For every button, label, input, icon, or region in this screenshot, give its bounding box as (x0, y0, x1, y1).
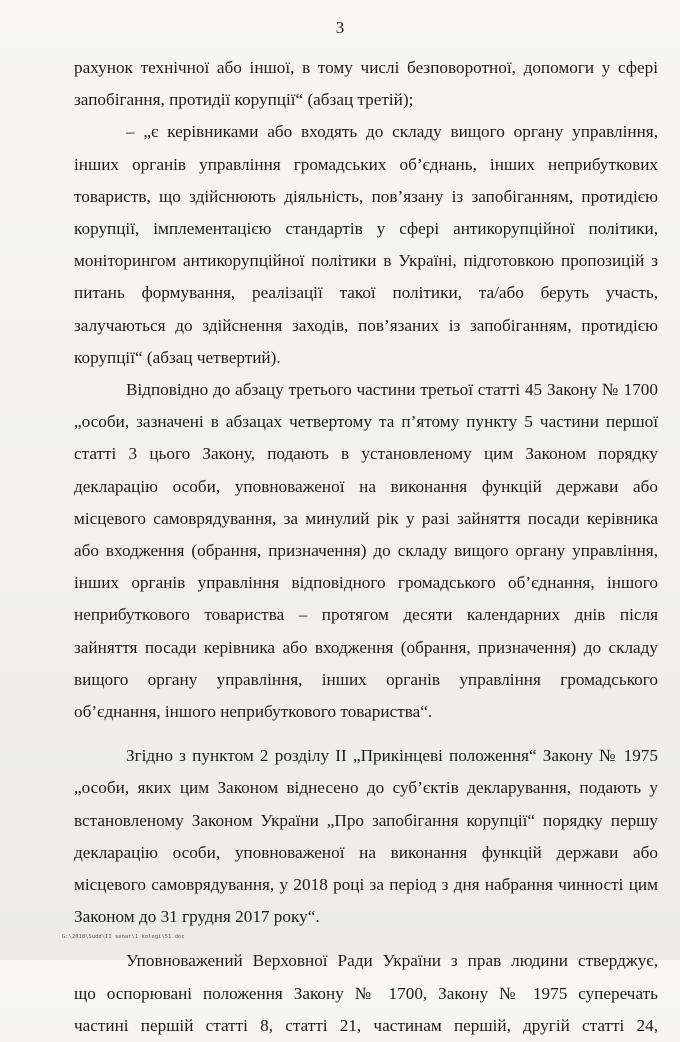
text-line: – „є керівниками або входять до складу вищого органу управління, (126, 122, 658, 142)
text-line: корупції, імплементацією стандартів у сфері антикорупційної політики, (74, 219, 658, 239)
text-line: що оспорювані положення Закону № 1700, Закону № 1975 суперечать (74, 983, 658, 1003)
text-line: Відповідно до абзацу третього частини третьої статті 45 Закону № 1700 (126, 380, 658, 400)
text-line: питань формування, реалізації такої політики, та/або беруть участь, (74, 283, 658, 303)
text-line: Законом до 31 грудня 2017 року“. (74, 907, 320, 927)
text-line: частині першій статті 8, статті 21, частинам першій, другій статті 24, (74, 1015, 658, 1035)
text-line: декларацію особи, уповноваженої на виконання функцій держави або (74, 842, 658, 862)
text-line: товариств, що здійснюють діяльність, пов’язану із запобіганням, протидією (74, 186, 658, 206)
text-line: Уповноважений Верховної Ради України з прав людини стверджує, (126, 951, 658, 971)
text-line: Згідно з пунктом 2 розділу II „Прикінцеві положення“ Закону № 1975 (126, 746, 658, 766)
text-line: рахунок технічної або іншої, в тому числі безповоротної, допомоги у сфері (74, 58, 658, 77)
text-line: інших органів управління громадських об’єднань, інших неприбуткових (74, 154, 658, 174)
text-line: корупції“ (абзац четвертий). (74, 347, 281, 367)
page-number: 3 (335, 18, 345, 37)
text-line: залучаються до здійснення заходів, пов’язаних із запобіганням, протидією (74, 315, 658, 335)
text-line: об’єднання, іншого неприбуткового товариства“. (74, 702, 433, 722)
text-line: неприбуткового товариства – протягом десяти календарних днів після (74, 605, 658, 625)
text-line: місцевого самоврядування, у 2018 році за період з дня набрання чинності цим (74, 875, 658, 895)
document-body (74, 52, 658, 1042)
text-line: запобігання, протидії корупції“ (абзац третій); (74, 90, 414, 110)
text-line: зайняття посади керівника або входження (обрання, призначення) до складу (74, 637, 658, 657)
text-line: вищого органу управління, інших органів управління громадського (74, 669, 658, 689)
text-line: інших органів управління відповідного громадського об’єднання, іншого (74, 573, 658, 593)
text-line: „особи, яких цим Законом віднесено до суб’єктів декларування, подають у (74, 778, 658, 798)
text-line: моніторингом антикорупційної політики в Україні, підготовкою пропозицій з (74, 251, 658, 271)
footer-file-path: G:\2018\Sudd\II senat\1 kolegi\51.doc (62, 934, 185, 940)
text-line: або входження (обрання, призначення) до складу вищого органу управління, (74, 541, 658, 561)
text-line: „особи, зазначені в абзацах четвертому та п’ятому пункту 5 частини першої (74, 412, 658, 432)
text-line: місцевого самоврядування, за минулий рік у разі зайняття посади керівника (74, 508, 658, 528)
text-line: встановленому Законом України „Про запобігання корупції“ порядку першу (74, 810, 658, 830)
text-line: статті 3 цього Закону, подають в установленому цим Законом порядку (74, 444, 658, 464)
text-line: декларацію особи, уповноваженої на виконання функцій держави або (74, 476, 658, 496)
